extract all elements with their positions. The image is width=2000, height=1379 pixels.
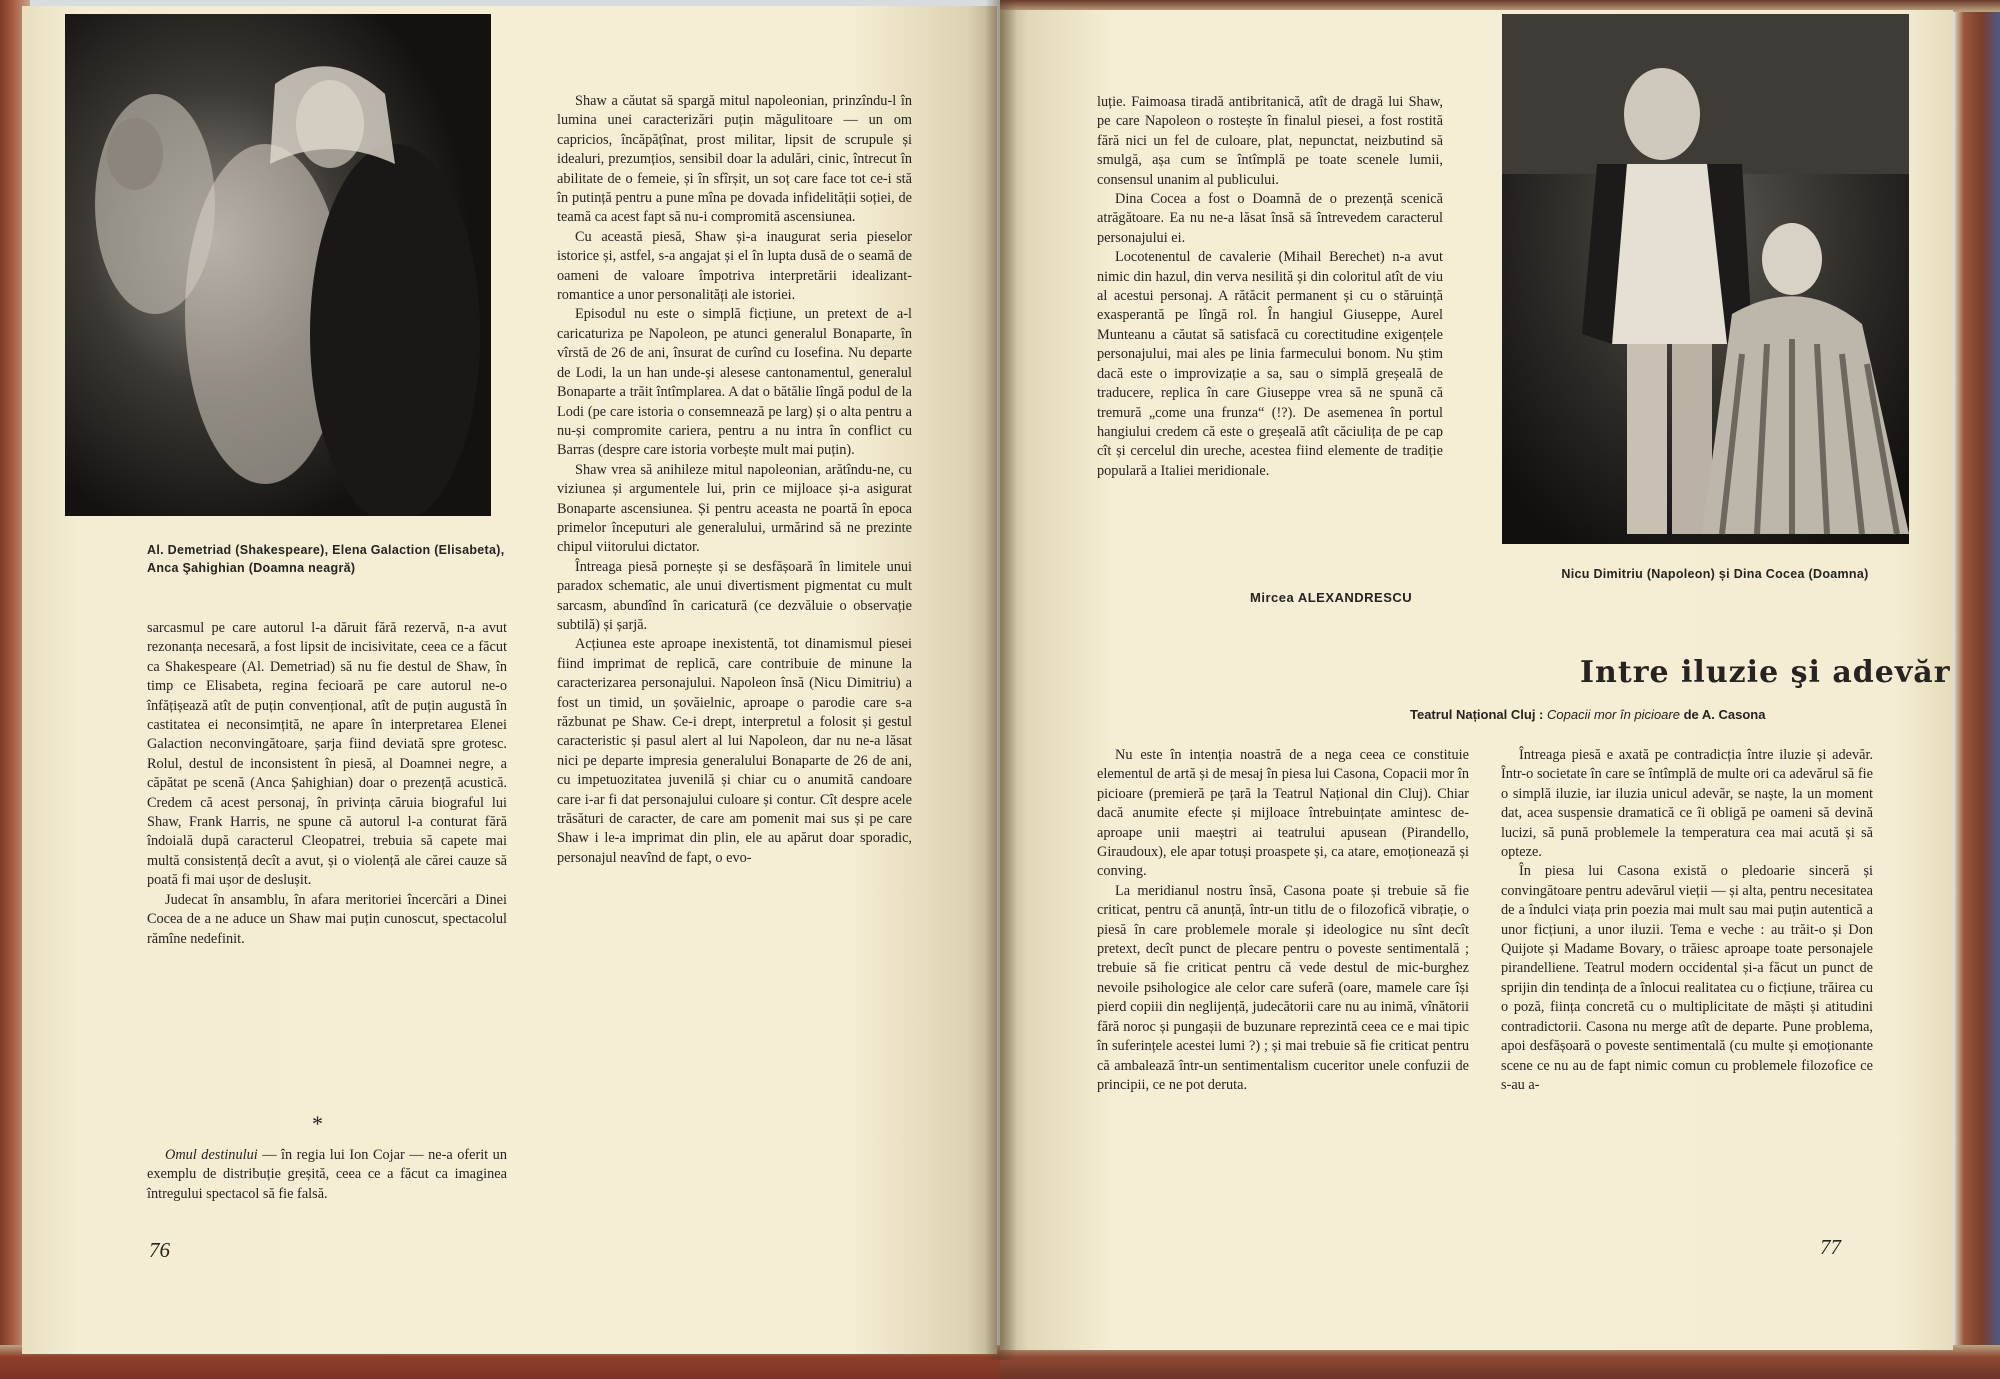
book-gutter [985,0,1017,1360]
book-cover-bottom-right [1000,1345,2000,1379]
paragraph: Locotenentul de cavalerie (Mihail Berechet) n-a avut nimic din hazul, din verva nesilită și din coloritul atît de viu al acestui personaj. A rătăcit permanent și cu o stăruință exasperantă pe lîngă rol. În hangiul Giuseppe, Aurel Munteanu a căutat să satisfacă cu corectitudine exigențele personajului, mai ales pe linia farmecului bonom. Nu știm dacă este o improvizație a sa, sau o simplă greșeală de traducere, replica în care Giuseppe vrea să ne spună că tremură „come una frunza“ (!?). De asemenea în portul hangiului credem că este o greșeală atît căciulița de pe cap cît și cercelul din ureche, acestea fiind elemente de tradiție populară a Italiei meridionale. [1097,249,1443,479]
paragraph: Judecat în ansamblu, în afara meritoriei încercări a Dinei Cocea de a ne aduce un Shaw mai puțin cunoscut, spectacolul rămîne nedefinit. [147,891,507,947]
right-page-column-top [1097,93,1443,481]
paragraph: Întreaga piesă pornește și se desfășoară în limitele unui paradox schematic, ale unui divertisment pigmentat cu mult sarcasm, abundînd în caricatură (ce dezvăluie o observație subtilă) și șarjă. [557,558,912,633]
paragraph-rest: — în regia lui Ion Cojar — ne-a oferit un exemplu de distribuție greșită, ceea ce a făcut ca imaginea întregului spectacol să fie falsă. [147,1147,507,1202]
theatre-photo-icon [65,14,491,516]
article-subheading [1410,707,1765,722]
theatre-name: Teatrul Național Cluj : [1410,707,1544,722]
right-page-column-2 [1501,746,1873,1095]
author-signature: Mircea ALEXANDRESCU [1250,590,1413,605]
article-headline: Intre iluzie şi adevăr [1580,655,1951,690]
left-page-column-2 [557,92,912,868]
play-title: Copacii mor în picioare [1547,707,1680,722]
paragraph: Acțiunea este aproape inexistentă, tot dinamismul piesei fiind imprimat de replică, care contribuie de minune la caracterizarea personajului. Napoleon însă (Nicu Dimitriu) a fost un timid, un șovăielnic, aproape o parodie care s-a răzbunat pe Shaw. Ce-i drept, interpretul a folosit și gestul caracteristic și pasul alert al lui Napoleon, dar nu ne-a lăsat nici pe departe impresia generalului Bonaparte de 26 de ani, cu impetuozitatea juvenilă și chiar cu o anumită candoare care i-ar fi dat personajului culoare și contur. Cît despre acele trăsături de caracter, de care am pomenit mai sus și pe care Shaw i le-a imprimat din plin, ele au apărut doar sporadic, personajul neavînd de fapt, o evo- [557,636,912,866]
section-separator: * [312,1111,323,1136]
paragraph [147,1146,507,1204]
play-author: de A. Casona [1683,707,1766,722]
right-photo [1502,14,1909,544]
paragraph: luție. Faimoasa tiradă antibritanică, atît de dragă lui Shaw, pe care Napoleon o rostește în finalul piesei, a fost rostită fără nici un fel de culoare, plat, nepunctat, neizbutind să smulgă, așa cum se întîmplă pe toate scenele lumii, consensul unanim al publicului. [1097,94,1443,188]
paragraph: Nu este în intenția noastră de a nega ceea ce constituie elementul de artă și de mesaj în piesa lui Casona, Copacii mor în picioare (premieră pe țară la Teatrul Național din Cluj). Chiar dacă anumite efecte și mijloace întrebuințate amintesc de-aproape unii maeștri ai teatrului apusean (Pirandello, Giraudoux), ele apar totuși proaspete și, ca atare, emoționează și conving. [1097,747,1469,880]
paragraph: Shaw a căutat să spargă mitul napoleonian, prinzîndu-l în lumina unei caracterizări puțin măgulitoare — un om capricios, încăpățînat, prost militar, lipsit de scrupule și idealuri, prezumțios, sensibil doar la adulări, cinic, întrecut în abilitate de o femeie, și în sfîrșit, un soț care face tot ce-i stă în putință pentru a pune mîna pe dovada infidelității soției, de teamă ca acest fapt să nu-i compromită ascensiunea. [557,93,912,226]
paragraph: La meridianul nostru însă, Casona poate și trebuie să fie criticat, pentru că anunță, într-un titlu de o filozofică vibrație, o piesă în care problemele morale și ideologice nu sînt decît pretext, decît punct de plecare pentru o poveste sentimentală ; trebuie să fie criticat pentru că vede destul de mic-burghez nevoile psihologice ale celor care suferă (oare, mamele care își pierd copiii din neglijență, judecătorii care nu au inimă, vînătorii fără noroc și pungașii de buzunare reprezintă ceea ce e mai tipic în suferințele acestei lumi ?) ; și mai trebuie să fie criticat pentru că ambalează într-un sentimentalism cuceritor unele confuzii de principii, ce ne pot deruta. [1097,882,1469,1093]
page-number: 77 [1820,1235,1841,1259]
paragraph: sarcasmul pe care autorul l-a dăruit fără rezervă, n-a avut rezonanța necesară, a fost lipsit de incisivitate, ceea ce a făcut ca Shakespeare (Al. Demetriad) să nu fie destul de Shaw, în timp ce Elisabeta, regina fecioară pe care autorul ne-o înfățișează atît de puțin convențional, atît de puțin augustă în castitatea ei neconsimțită, ne apare în interpretarea Elenei Galaction neconvingătoare, șarja fiind deviată spre grotesc. Rolul, destul de inconsistent în piesă, al Doamnei negre, a căpătat pe scenă (Anca Șahighian) doar o prezență acustică. Credem că acest personaj, în privința căruia biograful lui Shaw, Frank Harris, ne spune că autorul l-a conturat fără îndoială după caracterul Cleopatrei, trebuia să capete mai multă consistență decît a avut, și o violență ale cărei cauze să poată fi mai ușor de deslușit. [147,620,507,889]
left-photo-caption: Al. Demetriad (Shakespeare), Elena Galaction (Elisabeta), Anca Şahighian (Doamna neagră) [147,543,505,575]
paragraph: Dina Cocea a fost o Doamnă de o prezență scenică atrăgătoare. Ea nu ne-a lăsat însă să întrevedem caracterul personajului ei. [1097,191,1443,246]
left-page-column-1-end [147,1146,507,1204]
book-cover-right-edge [1955,0,2000,1379]
right-page [1000,10,1953,1350]
paragraph: Cu această piesă, Shaw și-a inaugurat seria pieselor istorice și, astfel, s-a angajat și el în lupta dusă de o seamă de oameni de valoare împotriva interpretării idealizant-romantice a unor personalități ale istoriei. [557,228,912,304]
left-photo [65,14,491,516]
paragraph: Shaw vrea să anihileze mitul napoleonian, arătîndu-ne, cu viziunea și argumentele lui, prin ce mijloace și-a asigurat Bonaparte ascensiunea. Și pentru aceasta ne poartă în epoca primelor începuturi ale generalului, urmărind să ne prezinte chipul viitorului dictator. [557,461,912,556]
page-number: 76 [149,1238,170,1262]
paragraph: În piesa lui Casona există o pledoarie sinceră și convingătoare pentru adevărul vieții — și alta, pentru necesitatea de a îndulci viața prin poezia mai mult sau mai puțin autentică a unor ficțiuni, a unor iluzii. Tema e veche : au trăit-o și Don Quijote și Madame Bovary, o trăiesc aproape toate personajele pirandelliene. Teatrul modern occidental și-a făcut un punct de sprijin din tendința de a înlocui realitatea cu o ficțiune, trăirea cu o poză, ființa concretă cu o multiplicitate de măști și atitudini contradictorii. Casona nu merge atît de departe. Pune problema, apoi desfășoară o poveste sentimentală (cu multe și emoționante scene ce nu au de fapt nimic comun cu problemele filozofice ce s-au a- [1501,863,1873,1093]
right-photo-caption: Nicu Dimitriu (Napoleon) și Dina Cocea (Doamna) [1561,567,1869,581]
left-page [22,6,997,1354]
play-title: Omul destinului [165,1147,258,1163]
left-page-column-1 [147,619,507,949]
right-page-column-1 [1097,746,1469,1095]
theatre-photo-icon [1502,14,1909,544]
paragraph: Episodul nu este o simplă ficțiune, un pretext de a-l caricaturiza pe Napoleon, pe atunci generalul Bonaparte, în vîrstă de 26 de ani, însurat de curînd cu Iosefina. Nu departe de Lodi, la un han unde-și alesese cantonamentul, generalul Bonaparte a trăit întîmplarea. A dat o bătălie lîngă podul de la Lodi (pe care istoria o consemnează pe larg) și o alta pentru a nu-și compromite cariera, pentru a nu intra în conflict cu Barras (despre care istoria vorbește mult mai puțin). [557,306,912,459]
paragraph: Întreaga piesă e axată pe contradicția între iluzie și adevăr. Într-o societate în care se întîmplă de multe ori ca adevărul să fie o simplă iluzie, iar iluzia unicul adevăr, se naște, la un moment dat, acea suspensie dramatică ce îi obligă pe oameni să devină lucizi, să pună problemele la temperatura cea mai acută și să opteze. [1501,747,1873,861]
